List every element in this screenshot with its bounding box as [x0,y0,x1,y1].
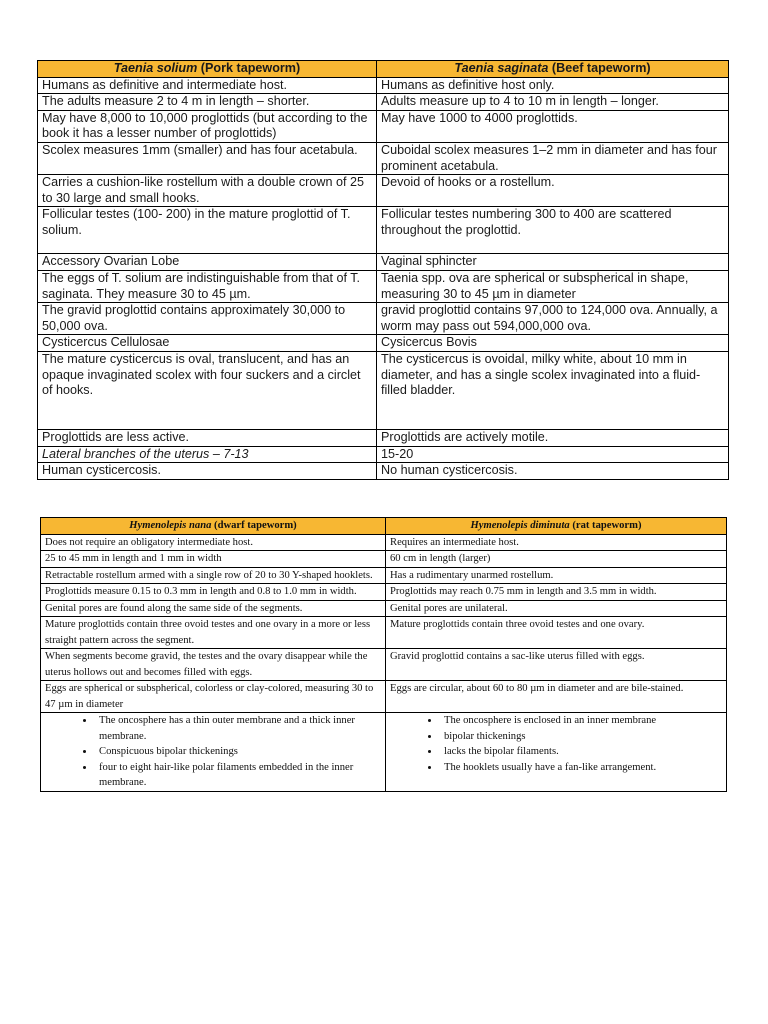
cell-right: Gravid proglottid contains a sac-like uterus filled with eggs. [386,649,727,681]
cell-right: Proglottids may reach 0.75 mm in length and 3.5 mm in width. [386,584,727,601]
cell-left: The mature cysticercus is oval, translucent, and has an opaque invaginated scolex with four suckers and a circlet of hooks. [38,351,377,429]
table-row [38,446,729,463]
cell-right: Humans as definitive host only. [377,77,729,94]
cell-right-bullets [386,713,727,792]
table-row [41,713,727,792]
cell-left: When segments become gravid, the testes and the ovary disappear while the uterus hollows out and becomes filled with eggs. [41,649,386,681]
table-row [38,270,729,302]
cell-right: Devoid of hooks or a rostellum. [377,175,729,207]
cell-right: Has a rudimentary unarmed rostellum. [386,567,727,584]
table-row [38,207,729,254]
cell-left: Human cysticercosis. [38,463,377,480]
cell-right: Follicular testes numbering 300 to 400 are scattered throughout the proglottid. [377,207,729,254]
cell-left: Mature proglottids contain three ovoid testes and one ovary in a more or less straight pattern across the segment. [41,617,386,649]
table-row [38,254,729,271]
cell-right: Requires an intermediate host. [386,534,727,551]
cell-right: gravid proglottid contains 97,000 to 124,000 ova. Annually, a worm may pass out 594,000,000 ova. [377,303,729,335]
cell-right: Proglottids are actively motile. [377,429,729,446]
cell-right: Cysicercus Bovis [377,335,729,352]
bullet-list [390,713,722,775]
cell-left: Retractable rostellum armed with a single row of 20 to 30 Y-shaped hooklets. [41,567,386,584]
cell-left: Scolex measures 1mm (smaller) and has four acetabula. [38,142,377,174]
table-row [41,649,727,681]
list-item: • The oncosphere has a thin outer membrane and a thick inner membrane. [95,713,381,744]
cell-right: Taenia spp. ova are spherical or subspherical in shape, measuring 30 to 45 µm in diameter [377,270,729,302]
table-row [38,142,729,174]
table-row [38,335,729,352]
table-row [41,534,727,551]
header-taenia-solium: Taenia solium (Pork tapeworm) [38,61,377,78]
cell-left: The gravid proglottid contains approximately 30,000 to 50,000 ova. [38,303,377,335]
table-row [38,351,729,429]
cell-left: The eggs of T. solium are indistinguishable from that of T. saginata. They measure 30 to 45 µm. [38,270,377,302]
cell-right: Mature proglottids contain three ovoid testes and one ovary. [386,617,727,649]
table-header-row [38,61,729,78]
cell-right: Adults measure up to 4 to 10 m in length – longer. [377,94,729,111]
list-item: • The oncosphere is enclosed in an inner membrane [440,713,722,729]
cell-left: 25 to 45 mm in length and 1 mm in width [41,551,386,568]
list-item: • four to eight hair-like polar filaments embedded in the inner membrane. [95,760,381,791]
table-row [41,567,727,584]
cell-right: 60 cm in length (larger) [386,551,727,568]
list-item: • Conspicuous bipolar thickenings [95,744,381,760]
cell-left: Humans as definitive and intermediate host. [38,77,377,94]
cell-left: Accessory Ovarian Lobe [38,254,377,271]
cell-left: Carries a cushion-like rostellum with a double crown of 25 to 30 large and small hooks. [38,175,377,207]
cell-left: Cysticercus Cellulosae [38,335,377,352]
table-row [38,110,729,142]
cell-left: Eggs are spherical or subspherical, colorless or clay-colored, measuring 30 to 47 µm in diameter [41,681,386,713]
header-taenia-saginata: Taenia saginata (Beef tapeworm) [377,61,729,78]
cell-right: 15-20 [377,446,729,463]
list-item: • The hooklets usually have a fan-like arrangement. [440,760,722,776]
table-row [38,429,729,446]
cell-left: May have 8,000 to 10,000 proglottids (but according to the book it has a lesser number of proglottids) [38,110,377,142]
cell-right: No human cysticercosis. [377,463,729,480]
cell-right: Cuboidal scolex measures 1–2 mm in diameter and has four prominent acetabula. [377,142,729,174]
taenia-comparison-table [37,60,729,480]
table-row [38,303,729,335]
cell-left: Follicular testes (100- 200) in the mature proglottid of T. solium. [38,207,377,254]
cell-right: May have 1000 to 4000 proglottids. [377,110,729,142]
list-item: • lacks the bipolar filaments. [440,744,722,760]
cell-right: Eggs are circular, about 60 to 80 µm in diameter and are bile-stained. [386,681,727,713]
table-row [38,77,729,94]
table-row [38,175,729,207]
table-row [41,551,727,568]
header-hymenolepis-nana: Hymenolepis nana (dwarf tapeworm) [41,518,386,535]
cell-left: Lateral branches of the uterus – 7-13 [38,446,377,463]
cell-right: The cysticercus is ovoidal, milky white, about 10 mm in diameter, and has a single scolex invaginated into a fluid-filled bladder. [377,351,729,429]
cell-right: Genital pores are unilateral. [386,600,727,617]
cell-right: Vaginal sphincter [377,254,729,271]
bullet-list [45,713,381,791]
cell-left: Proglottids measure 0.15 to 0.3 mm in length and 0.8 to 1.0 mm in width. [41,584,386,601]
cell-left-bullets [41,713,386,792]
table-row [41,600,727,617]
hymenolepis-comparison-table [40,517,727,792]
table-row [41,584,727,601]
cell-left: Proglottids are less active. [38,429,377,446]
header-hymenolepis-diminuta: Hymenolepis diminuta (rat tapeworm) [386,518,727,535]
table-header-row [41,518,727,535]
cell-left: Does not require an obligatory intermediate host. [41,534,386,551]
cell-left: The adults measure 2 to 4 m in length – shorter. [38,94,377,111]
table-row [41,681,727,713]
list-item: • bipolar thickenings [440,729,722,745]
table-row [38,463,729,480]
table-row [41,617,727,649]
table-row [38,94,729,111]
cell-left: Genital pores are found along the same side of the segments. [41,600,386,617]
